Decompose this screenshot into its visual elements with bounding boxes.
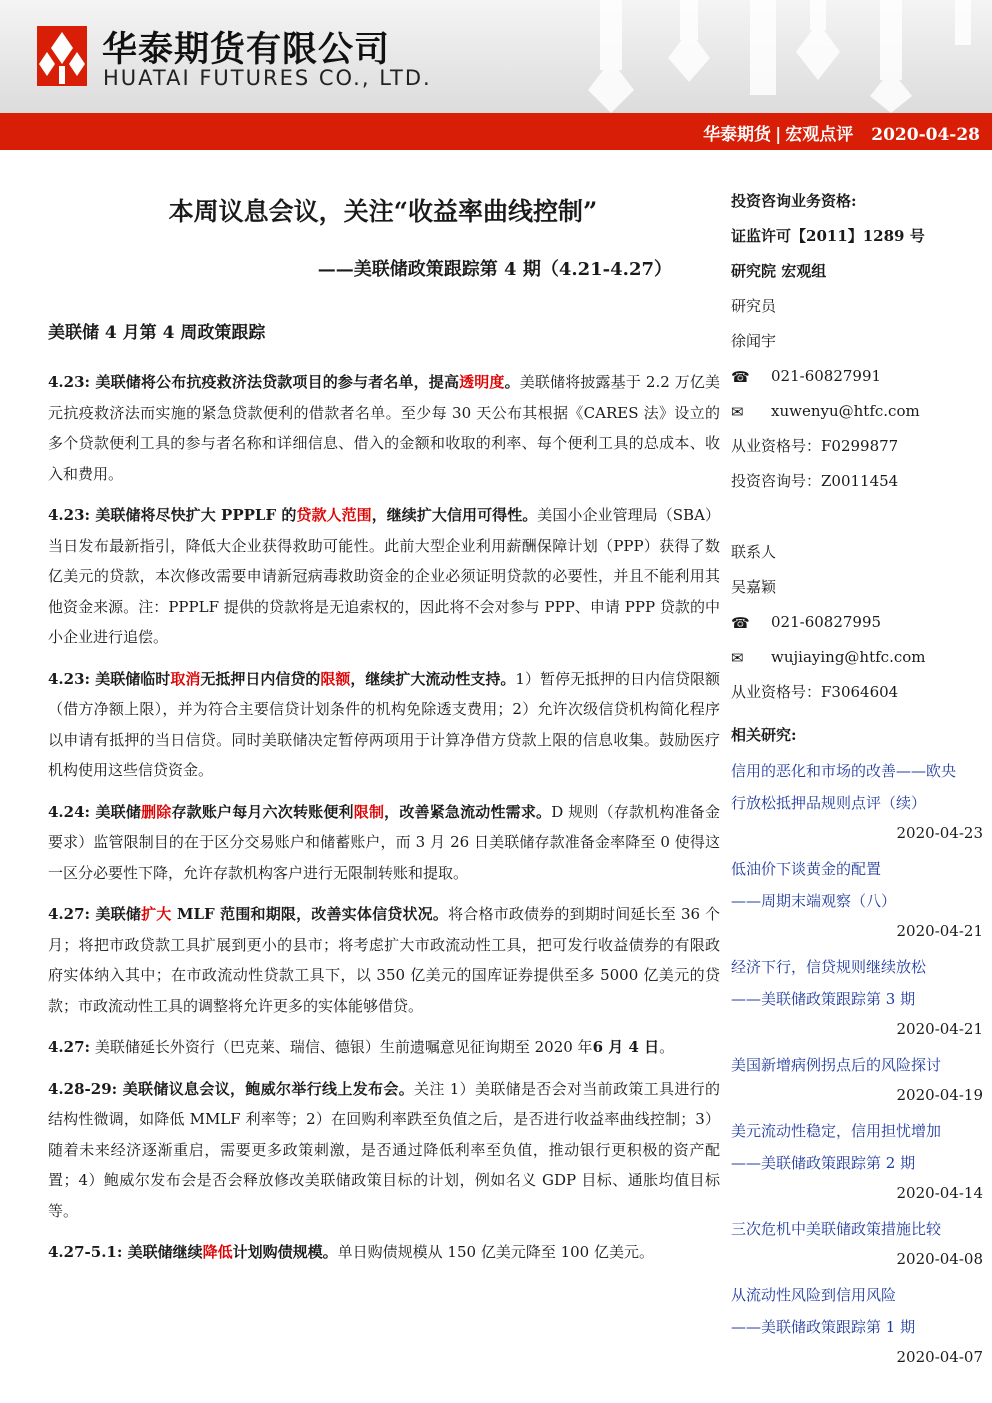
related-date: 2020-04-21	[896, 922, 983, 940]
related-title-line[interactable]: ——美联储政策跟踪第 2 期	[731, 1154, 916, 1172]
band-brand: 华泰期货	[703, 125, 772, 145]
related-title-line[interactable]: ——美联储政策跟踪第 3 期	[731, 990, 916, 1008]
researcher-label: 研究员	[731, 297, 777, 315]
qualification-label: 投资咨询业务资格:	[731, 192, 857, 210]
band-separator: |	[775, 125, 782, 145]
related-item	[731, 1115, 983, 1207]
contact-name: 吴嘉颖	[731, 578, 777, 596]
policy-item: 4.23: 美联储将尽快扩大 PPPLF 的贷款人范围，继续扩大信用可得性。美国小企业管理局（SBA）当日发布最新指引，降低大企业获得救助可能性。此前大型企业利用薪酬保障计划（PPP）获得了数亿美元的贷款，本次修改需要申请新冠病毒救助资金的企业必须证明贷款的必要性，并且不能利用其他资金来源。注：PPPLF 提供的贷款将是无追索权的，因此将不会对参与 PPP、申请 PPP 贷款的中小企业进行追偿。	[48, 506, 720, 646]
researcher-phone: 021-60827991	[771, 367, 882, 385]
researcher-advisor-number: 投资咨询号：Z0011454	[731, 472, 899, 490]
contact-phone: 021-60827995	[771, 613, 882, 631]
contact-label: 联系人	[731, 543, 777, 561]
related-research-heading: 相关研究:	[731, 726, 797, 744]
related-item	[731, 1279, 983, 1371]
policy-item: 4.23: 美联储临时取消无抵押日内信贷的限额，继续扩大流动性支持。1）暂停无抵押的日内信贷限额（借方净额上限），并为符合主要信贷计划条件的机构免除透支费用；2）允许次级信贷机构简化程序以申请有抵押的当日信贷。同时美联储决定暂停两项用于计算净借方贷款上限的信息收集。鼓励医疗机构使用这些信贷资金。	[48, 669, 720, 779]
institute-name: 研究院 宏观组	[731, 262, 827, 280]
related-date: 2020-04-19	[896, 1086, 983, 1104]
contact-phone-row	[731, 609, 983, 644]
related-title-line[interactable]: 低油价下谈黄金的配置	[731, 860, 882, 878]
phone-icon: ☎	[731, 368, 750, 386]
phone-icon: ☎	[731, 614, 750, 632]
policy-item: 4.27: 美联储扩大 MLF 范围和期限，改善实体信贷状况。将合格市政债券的到期时间延长至 36 个月；将把市政贷款工具扩展到更小的县市；将考虑扩大市政流动性工具，把可发行收益债券的有限政府实体纳入其中；在市政流动性贷款工具下，以 350 亿美元的国库证券提供至多 5000 亿美元的贷款；市政流动性工具的调整将允许更多的实体能够借贷。	[48, 905, 721, 1015]
report-subtitle: ——美联储政策跟踪第 4 期（4.21-4.27）	[317, 259, 672, 280]
related-date: 2020-04-23	[896, 824, 983, 842]
band-column: 宏观点评	[785, 125, 854, 145]
researcher-email[interactable]: xuwenyu@htfc.com	[771, 402, 920, 420]
huatai-logo-icon	[33, 22, 91, 90]
related-title-line[interactable]: 经济下行，信贷规则继续放松	[731, 958, 927, 976]
researcher-cert: 从业资格号：F0299877	[731, 437, 899, 455]
related-item	[731, 853, 983, 945]
email-icon: ✉	[731, 649, 744, 667]
report-category-bar	[703, 120, 980, 145]
researcher-name: 徐闻宇	[731, 332, 777, 350]
header-background	[0, 0, 992, 113]
company-name-en: HUATAI FUTURES CO., LTD.	[103, 66, 432, 90]
related-date: 2020-04-08	[896, 1250, 983, 1268]
related-title-line[interactable]: 信用的恶化和市场的改善——欧央	[731, 762, 957, 780]
related-item	[731, 1049, 983, 1109]
related-date: 2020-04-14	[896, 1184, 983, 1202]
report-date: 2020-04-28	[871, 125, 980, 145]
related-date: 2020-04-07	[896, 1348, 983, 1366]
section-heading: 美联储 4 月第 4 周政策跟踪	[48, 323, 266, 343]
policy-item: 4.23: 美联储将公布抗疫救济法贷款项目的参与者名单，提高透明度。美联储将披露基于 2.2 万亿美元抗疫救济法而实施的紧急贷款便利的借款者名单。至少每 30 天公布其根据《CARES 法》设立的多个贷款便利工具的参与者名称和详细信息、借入的金额和收取的利率、每个便利工具的总成本、收入和费用。	[48, 373, 720, 483]
related-item	[731, 755, 983, 847]
policy-item: 4.27-5.1: 美联储继续降低计划购债规模。单日购债规模从 150 亿美元降至 100 亿美元。	[48, 1243, 654, 1261]
related-title-line[interactable]: ——美联储政策跟踪第 1 期	[731, 1318, 916, 1336]
related-title-line[interactable]: ——周期末端观察（八）	[731, 892, 897, 910]
contact-cert: 从业资格号：F3064604	[731, 683, 899, 701]
company-name-cn: 华泰期货有限公司	[102, 30, 391, 70]
related-item	[731, 951, 983, 1043]
related-item	[731, 1213, 983, 1273]
report-title: 本周议息会议，关注“收益率曲线控制”	[168, 197, 598, 226]
related-title-line[interactable]: 美国新增病例拐点后的风险探讨	[731, 1056, 942, 1074]
decorative-arrows-graphic	[560, 0, 992, 113]
related-title-line[interactable]: 从流动性风险到信用风险	[731, 1286, 897, 1304]
researcher-phone-row	[731, 363, 983, 398]
license-number: 证监许可【2011】1289 号	[731, 227, 925, 245]
policy-item: 4.28-29: 美联储议息会议，鲍威尔举行线上发布会。关注 1）美联储是否会对当前政策工具进行的结构性微调，如降低 MMLF 利率等；2）在回购利率跌至负值之后，是否进行收益率曲线控制；3）随着未来经济逐渐重启，需要更多政策刺激，是否通过降低利率至负值，推动银行更积极的资产配置；4）鲍威尔发布会是否会释放修改美联储政策目标的计划，例如名义 GDP 目标、通胀均值目标等。	[48, 1079, 720, 1220]
related-date: 2020-04-21	[896, 1020, 983, 1038]
main-content	[48, 367, 720, 1279]
related-title-line[interactable]: 三次危机中美联储政策措施比较	[731, 1220, 942, 1238]
sidebar	[731, 188, 983, 1377]
policy-item: 4.24: 美联储删除存款账户每月六次转账便利限制，改善紧急流动性需求。D 规则（存款机构准备金要求）监管限制目的在于区分交易账户和储蓄账户，而 3 月 26 日美联储存款准备金率降至 0 使得这一区分必要性下降，允许存款机构客户进行无限制转账和提取。	[48, 802, 720, 882]
email-icon: ✉	[731, 403, 744, 421]
contact-email[interactable]: wujiaying@htfc.com	[771, 648, 926, 666]
researcher-email-row	[731, 398, 983, 433]
related-title-line[interactable]: 美元流动性稳定，信用担忧增加	[731, 1122, 942, 1140]
contact-email-row	[731, 644, 983, 679]
policy-item: 4.27: 美联储延长外资行（巴克莱、瑞信、德银）生前遗嘱意见征询期至 2020 年6 月 4 日。	[48, 1038, 675, 1056]
related-title-line[interactable]: 行放松抵押品规则点评（续）	[731, 794, 927, 812]
